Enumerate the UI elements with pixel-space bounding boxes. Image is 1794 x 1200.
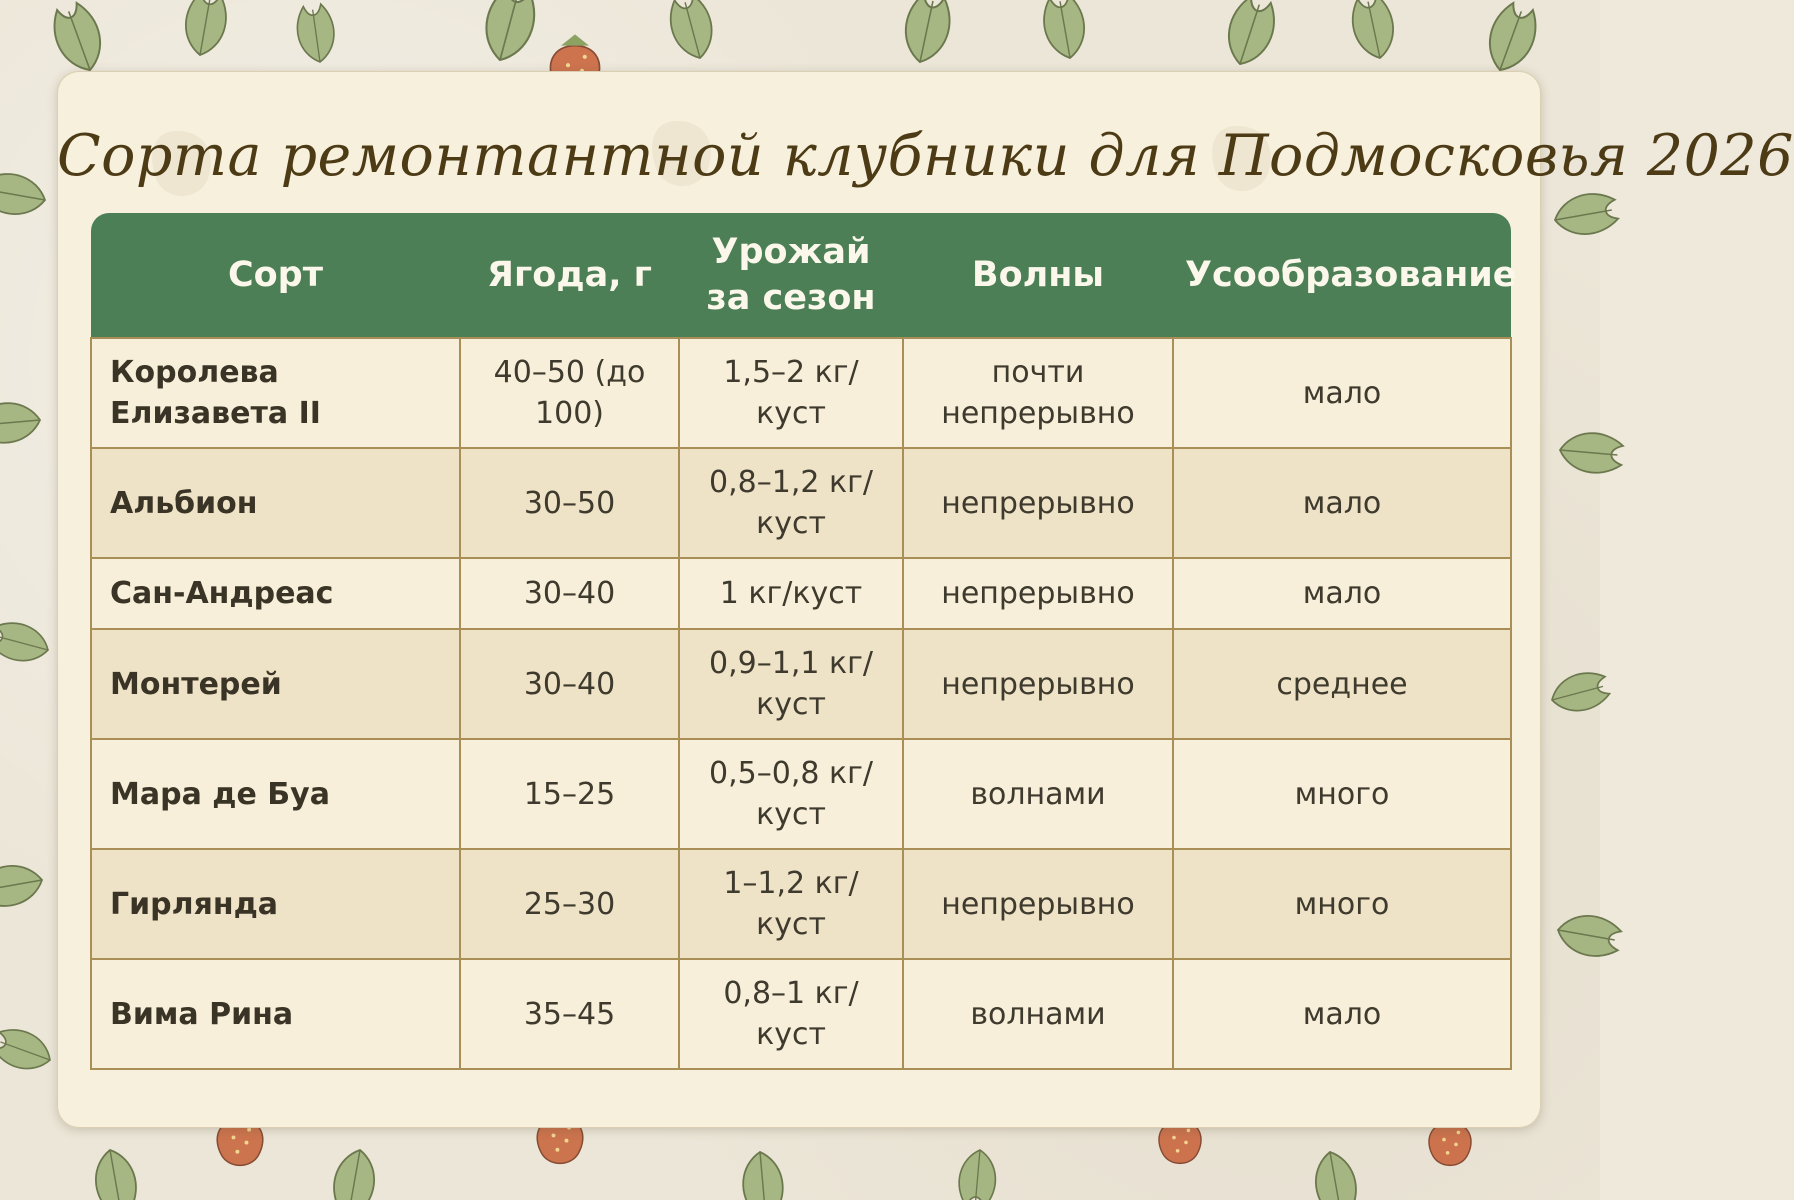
header-runner-formation: Усообразование [1173, 213, 1511, 338]
header-berry-weight: Ягода, г [460, 213, 679, 338]
cell-variety: Вима Рина [91, 959, 460, 1069]
table-row [91, 448, 1511, 558]
cell-berry-weight: 25–30 [460, 849, 679, 959]
cell-waves: непрерывно [903, 558, 1173, 629]
strawberry-varieties-table [90, 213, 1517, 1070]
cell-variety: Гирлянда [91, 849, 460, 959]
table-row [91, 558, 1511, 629]
cell-berry-weight: 40–50 (до 100) [460, 338, 679, 448]
cell-season-yield: 0,8–1 кг/куст [679, 959, 903, 1069]
cell-season-yield: 1–1,2 кг/куст [679, 849, 903, 959]
cell-runner-formation: среднее [1173, 629, 1511, 739]
header-variety: Сорт [91, 213, 460, 338]
cell-berry-weight: 30–40 [460, 629, 679, 739]
header-waves: Волны [903, 213, 1173, 338]
cell-waves: непрерывно [903, 629, 1173, 739]
cell-season-yield: 0,5–0,8 кг/куст [679, 739, 903, 849]
page-title: Сорта ремонтантной клубники для Подмосковья 2026 [57, 123, 1794, 189]
cell-variety: Монтерей [91, 629, 460, 739]
cell-waves: волнами [903, 739, 1173, 849]
content-card [57, 71, 1794, 1128]
cell-season-yield: 0,9–1,1 кг/куст [679, 629, 903, 739]
header-season-yield: Урожай за сезон [679, 213, 903, 338]
cell-runner-formation: мало [1173, 448, 1511, 558]
table-header-row [91, 213, 1511, 338]
table-row [91, 739, 1511, 849]
cell-berry-weight: 15–25 [460, 739, 679, 849]
cell-waves: непрерывно [903, 448, 1173, 558]
table-row [91, 959, 1511, 1069]
table-row [91, 849, 1511, 959]
cell-waves: почти непрерывно [903, 338, 1173, 448]
cell-season-yield: 1,5–2 кг/куст [679, 338, 903, 448]
cell-variety: Мара де Буа [91, 739, 460, 849]
cell-runner-formation: мало [1173, 959, 1511, 1069]
cell-runner-formation: мало [1173, 558, 1511, 629]
cell-waves: волнами [903, 959, 1173, 1069]
cell-season-yield: 0,8–1,2 кг/куст [679, 448, 903, 558]
cell-berry-weight: 30–50 [460, 448, 679, 558]
table-row [91, 629, 1511, 739]
cell-runner-formation: мало [1173, 338, 1511, 448]
cell-waves: непрерывно [903, 849, 1173, 959]
cell-runner-formation: много [1173, 849, 1511, 959]
cell-variety: Королева Елизавета II [91, 338, 460, 448]
cell-variety: Сан-Андреас [91, 558, 460, 629]
cell-berry-weight: 30–40 [460, 558, 679, 629]
cell-runner-formation: много [1173, 739, 1511, 849]
cell-variety: Альбион [91, 448, 460, 558]
table-row [91, 338, 1511, 448]
cell-season-yield: 1 кг/куст [679, 558, 903, 629]
cell-berry-weight: 35–45 [460, 959, 679, 1069]
